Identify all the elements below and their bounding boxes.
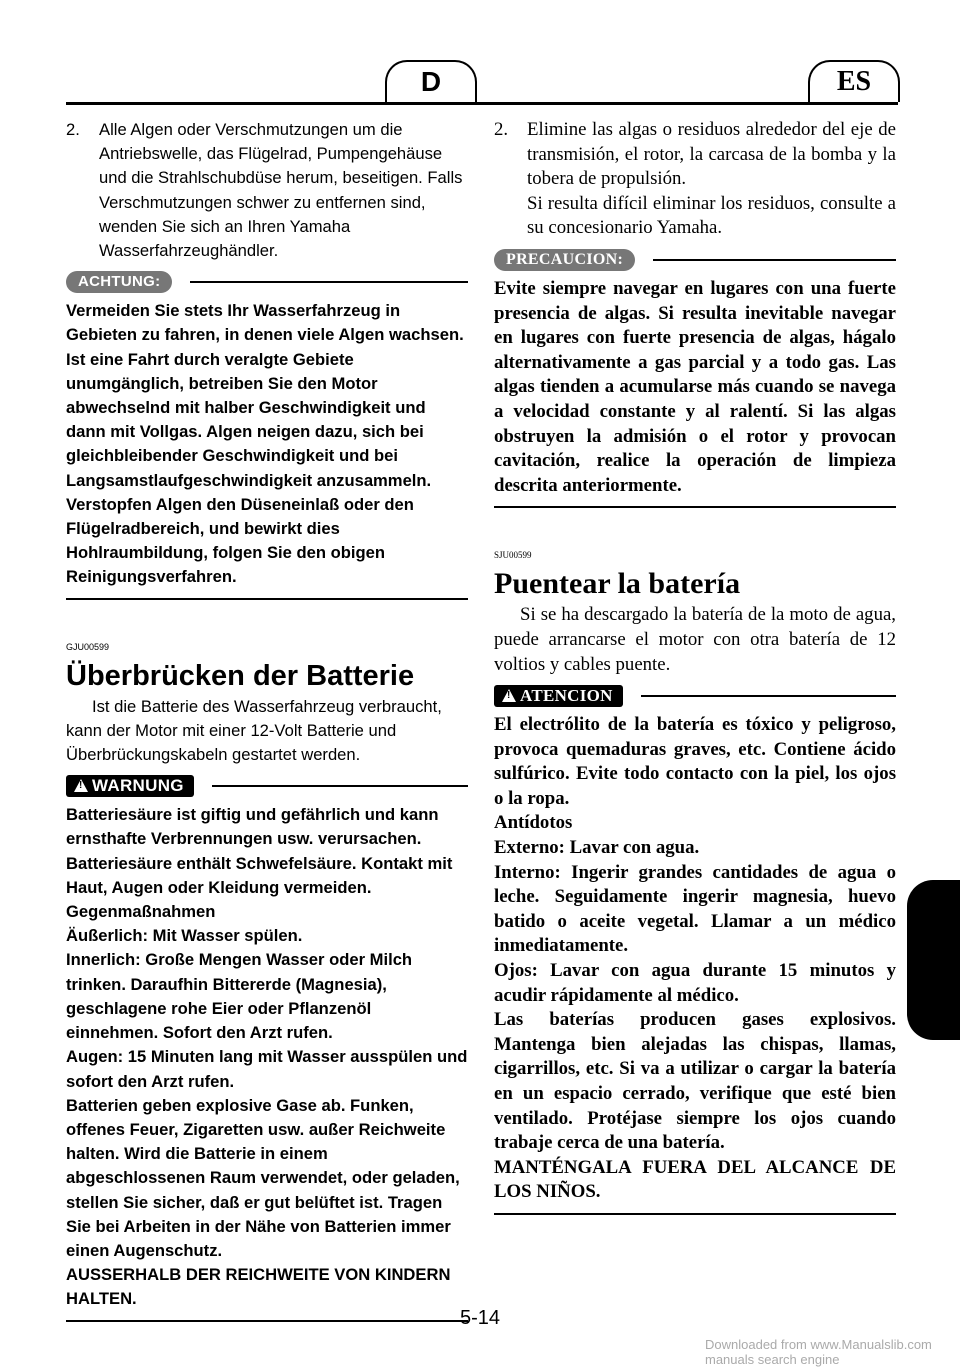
warning-line: Augen: 15 Minuten lang mit Wasser ausspülen und sofort den Arzt rufen. — [66, 1047, 468, 1091]
caution-badge: ACHTUNG: — [66, 271, 172, 293]
header-rule — [66, 102, 898, 105]
warning-end-rule — [494, 1213, 896, 1215]
warning-header — [66, 775, 468, 797]
warning-badge — [66, 775, 194, 797]
step-text — [527, 118, 896, 241]
caution-end-rule — [494, 506, 896, 508]
page-number: 5-14 — [459, 1307, 501, 1329]
language-tab-spanish: ES — [808, 60, 900, 102]
section-title: Puentear la batería — [494, 567, 741, 601]
section-code: SJU00599 — [494, 550, 532, 561]
caution-header — [494, 249, 896, 271]
step-text-1: Elimine las algas o residuos alrededor del eje de transmisión, el rotor, la carcasa de la bomba y la tobera de propulsión. — [527, 119, 896, 190]
german-column — [66, 118, 468, 1322]
caution-badge: PRECAUCION: — [494, 249, 635, 271]
watermark: Downloaded from www.Manualslib.com manuals search engine — [705, 1337, 932, 1367]
step-number: 2. — [66, 120, 80, 139]
warning-line: Batterien geben explosive Gase ab. Funken, offenes Feuer, Zigaretten usw. außer Reichweite halten. Wird die Batterie in einem abgeschlossenen Raum verwendet, oder geladen, stellen Sie sicher, daß er gut belüftet ist. Tragen Sie bei Arbeiten in der Nähe von Batterien immer einen Augenschutz. — [66, 1095, 460, 1260]
warning-line: Externo: Lavar con agua. — [494, 837, 700, 859]
warning-line: Äußerlich: Mit Wasser spülen. — [66, 926, 303, 946]
warning-line: MANTÉNGALA FUERA DEL ALCANCE DE LOS NIÑOS. — [494, 1156, 896, 1203]
warning-label: WARNUNG — [92, 776, 184, 796]
caution-rule — [190, 281, 468, 283]
language-tab-german: D — [385, 60, 477, 102]
caution-text: Vermeiden Sie stets Ihr Wasserfahrzeug in Gebieten zu fahren, in denen viele Algen wachsen. Ist eine Fahrt durch veralgte Gebiete unumgänglich, betreiben Sie den Motor abwechselnd mit halber Geschwindigkeit und dann mit Vollgas. Algen neigen dazu, sich bei gleichbleibender Geschwindigkeit und bei Langsamstlaufgeschwindigkeit anzusammeln. Verstopfen Algen den Düseneinlaß oder den Flügelradbereich, und bewirkt dies Hohlraumbildung, folgen Sie den obigen Reinigungsverfahren. — [66, 301, 464, 587]
warning-line: Antídotos — [494, 812, 573, 834]
caution-header — [66, 271, 468, 293]
caution-text: Evite siempre navegar en lugares con una fuerte presencia de algas. Si resulta inevitable navegar en lugares con fuerte presencia de algas, hágalo alternativamente a gas parcial y a todo gas. Las algas tienden a acumularse más cuando se navega a velocidad constante y al ralentí. Si las algas obstruyen la admisión o el rotor y provocan cavitación, realice la operación de limpieza descrita anteriormente. — [494, 277, 896, 496]
step-item — [494, 118, 896, 241]
step-item — [66, 118, 468, 263]
warning-triangle-icon — [502, 689, 516, 702]
warning-label: ATENCION — [520, 686, 613, 706]
chapter-thumb-tab — [907, 880, 960, 1040]
warning-line: Las baterías producen gases explosivos. Mantenga bien alejadas las chispas, llamas, cigarrillos, etc. Si va a utilizar o cargar la batería en un espacio cerrado, verifique que esté bien ventilado. Protéjase siempre los ojos cuando trabaje cerca de una batería. — [494, 1009, 896, 1154]
warning-line: Interno: Ingerir grandes cantidades de agua o leche. Seguidamente ingerir magnesia, huevo batido o aceite vegetal. Llamar a un médico inmediatamente. — [494, 861, 896, 957]
step-number: 2. — [494, 119, 509, 140]
warning-header — [494, 685, 896, 707]
caution-end-rule — [66, 598, 468, 600]
section-intro: Ist die Batterie des Wasserfahrzeug verbraucht, kann der Motor mit einer 12-Volt Batterie und Überbrückungskabeln gestartet werden. — [66, 696, 442, 765]
warning-rule — [212, 785, 468, 787]
section-intro: Si se ha descargado la batería de la moto de agua, puede arrancarse el motor con otra batería de 12 voltios y cables puente. — [494, 604, 896, 675]
warning-line: Ojos: Lavar con agua durante 15 minutos y acudir rápidamente al médico. — [494, 960, 896, 1006]
warning-line: AUSSERHALB DER REICHWEITE VON KINDERN HALTEN. — [66, 1265, 451, 1309]
warning-line: Gegenmaßnahmen — [66, 902, 216, 922]
section-code: GJU00599 — [66, 641, 110, 652]
warning-line: El electrólito de la batería es tóxico y peligroso, provoca quemaduras graves, etc. Contiene ácido sulfúrico. Evite todo contacto con la piel, los ojos o la ropa. — [494, 714, 896, 809]
caution-rule — [653, 259, 896, 261]
warning-badge — [494, 685, 623, 707]
spanish-column — [494, 118, 896, 1215]
warning-triangle-icon — [74, 779, 88, 792]
warning-rule — [641, 695, 896, 697]
step-text-2: Si resulta difícil eliminar los residuos, consulte a su concesionario Yamaha. — [527, 192, 896, 239]
warning-line: Batteriesäure ist giftig und gefährlich und kann ernsthafte Verbrennungen usw. verursachen. Batteriesäure enthält Schwefelsäure. Kontakt mit Haut, Augen oder Kleidung vermeiden. — [66, 805, 453, 897]
step-text: Alle Algen oder Verschmutzungen um die Antriebswelle, das Flügelrad, Pumpengehäuse und die Strahlschubdüse herum, beseitigen. Falls Verschmutzungen schwer zu entfernen sind, wenden Sie sich an Ihren Yamaha Wasserfahrzeughändler. — [99, 120, 463, 261]
warning-line: Innerlich: Große Mengen Wasser oder Milch trinken. Daraufhin Bittererde (Magnesia), geschlagene rohe Eier oder Pflanzenöl einnehmen. Sofort den Arzt rufen. — [66, 950, 413, 1043]
section-title: Überbrücken der Batterie — [66, 659, 415, 692]
